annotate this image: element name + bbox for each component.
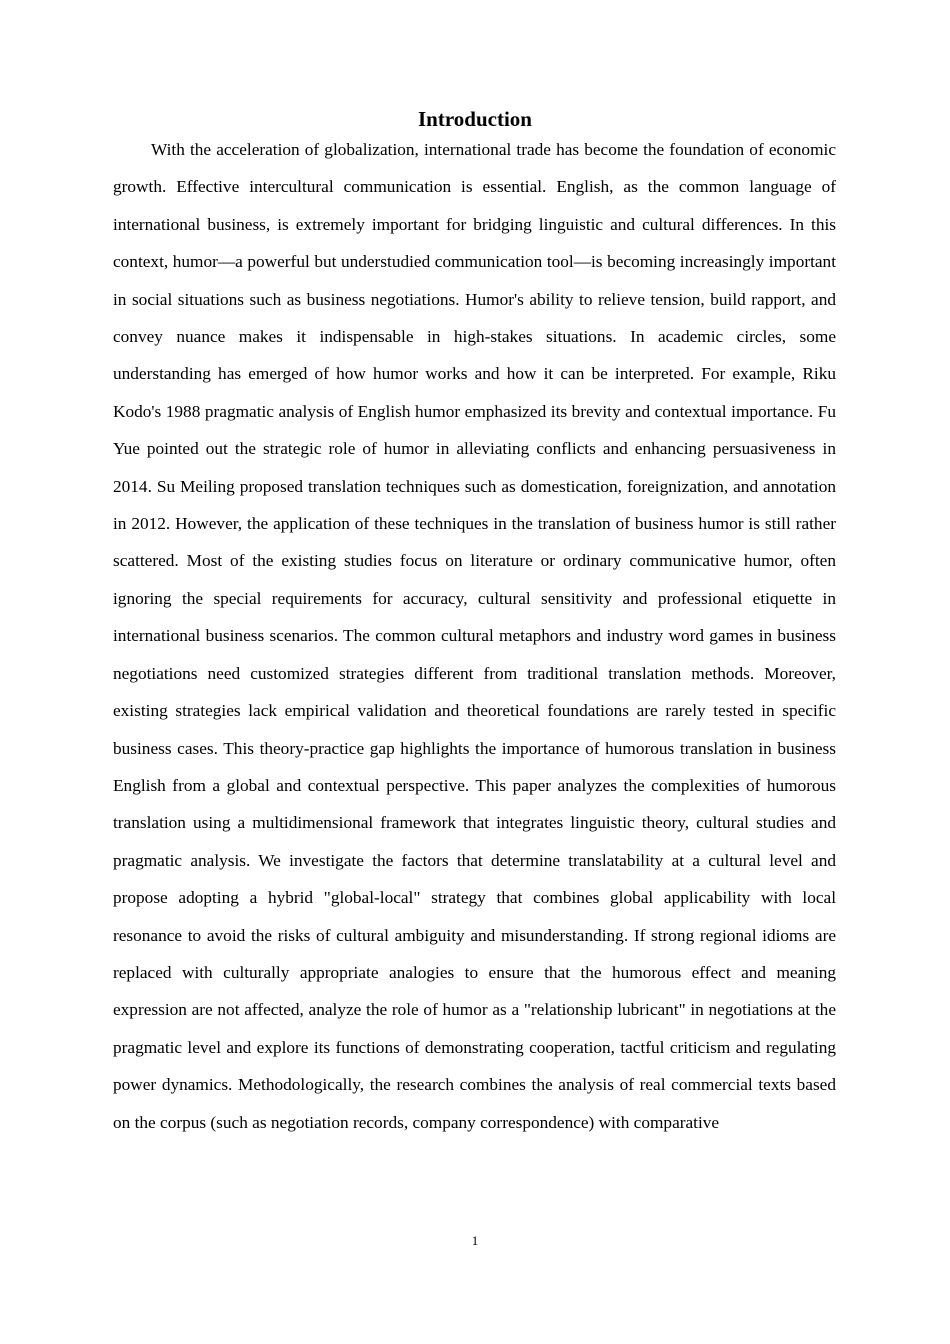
page-number: 1 [471, 1233, 479, 1248]
section-heading: Introduction [418, 107, 532, 131]
body-paragraph: With the acceleration of globalization, international trade has become the foundation of economic growth. Effective intercultural communication is essential. English, as the common language of international business, is extremely important for bridging linguistic and cultural differences. In this context, humor—a powerful but understudied communication tool—is becoming increasingly important in social situations such as business negotiations. Humor's ability to relieve tension, build rapport, and convey nuance makes it indispensable in high-stakes situations. In academic circles, some understanding has emerged of how humor works and how it can be interpreted. For example, Riku Kodo's 1988 pragmatic analysis of English humor emphasized its brevity and contextual importance. Fu Yue pointed out the strategic role of humor in alleviating conflicts and enhancing persuasiveness in 2014. Su Meiling proposed translation techniques such as domestication, foreignization, and annotation in 2012. However, the application of these techniques in the translation of business humor is still rather scattered. Most of the existing studies focus on literature or ordinary communicative humor, often ignoring the special requirements for accuracy, cultural sensitivity and professional etiquette in international business scenarios. The common cultural metaphors and industry word games in business negotiations need customized strategies different from traditional translation methods. Moreover, existing strategies lack empirical validation and theoretical foundations are rarely tested in specific business cases. This theory-practice gap highlights the importance of humorous translation in business English from a global and contextual perspective. This paper analyzes the complexities of humorous translation using a multidimensional framework that integrates linguistic theory, cultural studies and pragmatic analysis. We investigate the factors that determine translatability at a cultural level and propose adopting a hybrid "global-local" strategy that combines global applicability with local resonance to avoid the risks of cultural ambiguity and misunderstanding. If strong regional idioms are replaced with culturally appropriate analogies to ensure that the humorous effect and meaning expression are not affected, analyze the role of humor as a "relationship lubricant" in negotiations at the pragmatic level and explore its functions of demonstrating cooperation, tactful criticism and regulating power dynamics. Methodologically, the research combines the analysis of real commercial texts based on the corpus (such as negotiation records, company correspondence) with comparative [113, 140, 836, 1132]
